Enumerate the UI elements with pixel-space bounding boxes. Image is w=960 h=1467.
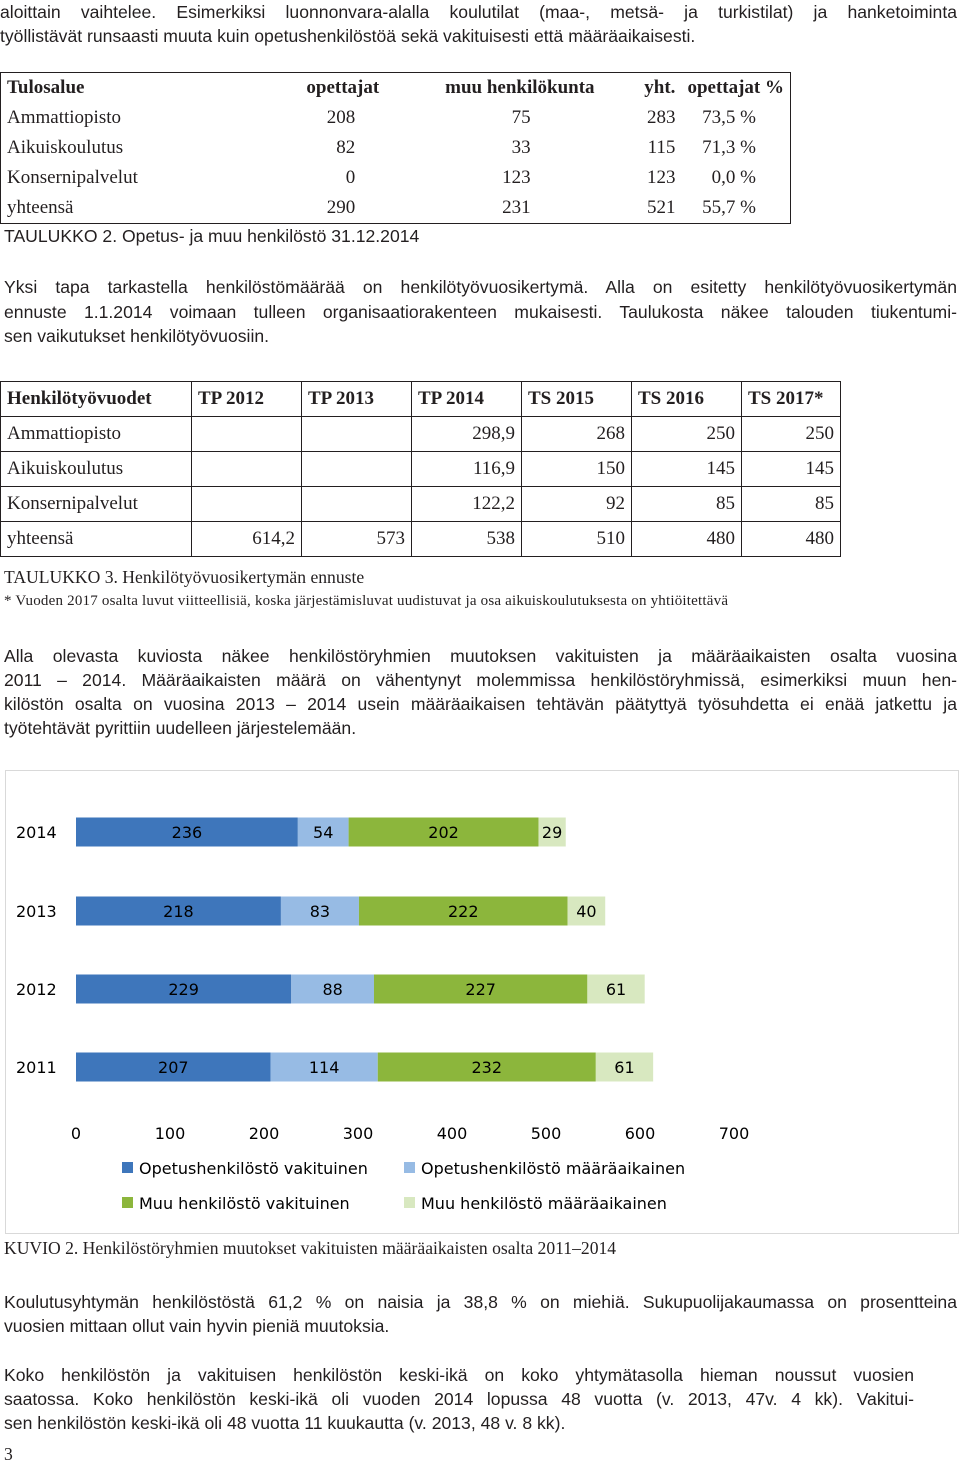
cell: 614,2 — [192, 522, 302, 557]
para1-line-1: Yksi tapa tarkastella henkilöstömäärää on henkilötyövuosikertymä. Alla on esitetty henkilötyövuosikertymän — [4, 277, 957, 297]
page-number: 3 — [4, 1444, 13, 1464]
cell: Ammattiopisto — [7, 107, 121, 128]
x-tick-label: 100 — [154, 1124, 186, 1143]
chart-svg — [6, 771, 958, 1233]
data-label: 227 — [465, 980, 496, 999]
cell: 33 — [511, 137, 531, 158]
data-label: 236 — [171, 823, 203, 842]
data-label: 83 — [309, 902, 331, 921]
paragraph-1 — [4, 275, 957, 349]
col-header: TP 2014 — [412, 382, 522, 417]
x-tick-label: 0 — [70, 1124, 82, 1143]
cell: 250 — [632, 417, 742, 452]
table-row — [1, 103, 791, 133]
col-header: muu henkilökunta — [445, 77, 595, 98]
cell — [302, 452, 412, 487]
cell: 573 — [302, 522, 412, 557]
para2-line-2: 2011 – 2014. Määräaikaisten määrä on vähentynyt molemmissa henkilöstöryhmissä, esimerkiksi muun hen- — [4, 670, 957, 690]
table-row — [1, 133, 791, 163]
staff-table — [0, 72, 791, 224]
data-label: 202 — [428, 823, 459, 842]
legend-label: Opetushenkilöstö määräaikainen — [421, 1159, 686, 1178]
cell — [192, 452, 302, 487]
cell: 73,5 % — [702, 107, 756, 128]
x-tick-label: 700 — [718, 1124, 750, 1143]
cell: 85 — [632, 487, 742, 522]
intro-paragraph — [0, 0, 957, 48]
paragraph-2 — [4, 644, 957, 740]
table-row — [1, 193, 791, 224]
para4-line-3: sen henkilöstön keski-ikä oli 48 vuotta 11 kuukautta (v. 2013, 48 v. 8 kk). — [4, 1413, 566, 1433]
cell: 250 — [742, 417, 841, 452]
legend-swatch — [122, 1162, 133, 1173]
col-header: Tulosalue — [7, 77, 85, 98]
legend-swatch — [404, 1162, 415, 1173]
table-row — [1, 522, 841, 557]
cell: 122,2 — [412, 487, 522, 522]
x-tick-label: 300 — [342, 1124, 374, 1143]
cell: 480 — [742, 522, 841, 557]
x-tick-label: 500 — [530, 1124, 562, 1143]
cell: 115 — [647, 137, 676, 158]
cell: 71,3 % — [702, 137, 756, 158]
cell: 85 — [742, 487, 841, 522]
cell — [192, 487, 302, 522]
cell: 145 — [742, 452, 841, 487]
legend-label: Muu henkilöstö vakituinen — [139, 1194, 350, 1213]
cell: 116,9 — [412, 452, 522, 487]
cell: 208 — [326, 107, 356, 128]
x-tick-label: 600 — [624, 1124, 656, 1143]
data-label: 40 — [576, 902, 597, 921]
col-header: TS 2015 — [522, 382, 632, 417]
data-label: 61 — [614, 1058, 635, 1077]
legend-label: Muu henkilöstö määräaikainen — [421, 1194, 667, 1213]
cell: 298,9 — [412, 417, 522, 452]
data-label: 232 — [471, 1058, 503, 1077]
intro-line-2: työllistävät runsaasti muuta kuin opetushenkilöstöä sekä vakituisesti että määräaikaisesti. — [0, 26, 696, 46]
data-label: 29 — [541, 823, 563, 842]
data-label: 54 — [313, 823, 334, 842]
cell: Konsernipalvelut — [1, 487, 192, 522]
data-label: 114 — [308, 1058, 340, 1077]
cell: 145 — [632, 452, 742, 487]
col-header: TP 2012 — [192, 382, 302, 417]
chart-caption: KUVIO 2. Henkilöstöryhmien muutokset vakituisten määräaikaisten osalta 2011–2014 — [4, 1238, 617, 1258]
category-label: 2012 — [16, 980, 57, 999]
table-row — [1, 487, 841, 522]
legend-swatch — [404, 1197, 415, 1208]
cell — [302, 417, 412, 452]
col-header: Henkilötyövuodet — [1, 382, 192, 417]
cell: Konsernipalvelut — [7, 167, 138, 188]
data-label: 207 — [158, 1058, 189, 1077]
cell: 290 — [326, 197, 356, 218]
cell: Aikuiskoulutus — [1, 452, 192, 487]
cell: 283 — [646, 107, 676, 128]
para2-line-3: kilöstön osalta on vuosina 2013 – 2014 usein määräaikaisen tehtävän päätyttyä työsuhdetta ei enää jatkettu ja — [4, 694, 957, 714]
para3-line-1: Koulutusyhtymän henkilöstöstä 61,2 % on naisia ja 38,8 % on miehiä. Sukupuolijakaumassa on prosentteina — [4, 1292, 957, 1312]
para4-line-1: Koko henkilöstön ja vakituisen henkilöstön keski-ikä on koko yhtymätasolla hieman noussut vuosien — [4, 1365, 914, 1385]
para4-line-2: saatossa. Koko henkilöstön keski-ikä oli vuoden 2014 lopussa 48 vuotta (v. 2013, 47v. 4 kk). Vakitui- — [4, 1389, 914, 1409]
cell: 75 — [511, 107, 531, 128]
legend-label: Opetushenkilöstö vakituinen — [139, 1159, 368, 1178]
category-label: 2013 — [16, 902, 57, 921]
cell: 538 — [412, 522, 522, 557]
cell: 268 — [522, 417, 632, 452]
table3-footnote: * Vuoden 2017 osalta luvut viitteellisiä, koska järjestämisluvat uudistuvat ja osa aikuiskoulutuksesta on yhtiöitettävä — [4, 593, 729, 609]
col-header: TS 2017* — [742, 382, 841, 417]
para2-line-4: työtehtävät pyrittiin uudelleen järjestelemään. — [4, 718, 357, 738]
data-label: 222 — [448, 902, 479, 921]
x-tick-label: 200 — [248, 1124, 280, 1143]
personyears-table — [0, 381, 841, 557]
col-header: yht. — [644, 77, 676, 98]
cell: 55,7 % — [702, 197, 756, 218]
paragraph-3 — [4, 1290, 957, 1338]
col-header: opettajat — [306, 77, 380, 98]
cell: 82 — [336, 137, 356, 158]
data-label: 88 — [322, 980, 343, 999]
table3-caption: TAULUKKO 3. Henkilötyövuosikertymän ennuste — [4, 567, 365, 587]
staff-change-chart — [5, 770, 959, 1234]
para1-line-2: ennuste 1.1.2014 voimaan tulleen organisaatiorakenteen mukaisesti. Taulukosta näkee talouden tiukentumi- — [4, 301, 957, 322]
cell: 92 — [522, 487, 632, 522]
para3-line-2: vuosien mittaan ollut vain hyvin pieniä muutoksia. — [4, 1316, 390, 1336]
cell: Ammattiopisto — [1, 417, 192, 452]
cell: yhteensä — [1, 522, 192, 557]
cell: 0,0 % — [711, 167, 756, 188]
legend-swatch — [122, 1197, 133, 1208]
cell: 480 — [632, 522, 742, 557]
cell: 521 — [646, 197, 676, 218]
cell: 510 — [522, 522, 632, 557]
paragraph-4 — [4, 1363, 914, 1435]
table2-caption: TAULUKKO 2. Opetus- ja muu henkilöstö 31.12.2014 — [4, 226, 420, 246]
x-tick-label: 400 — [436, 1124, 468, 1143]
para1-line-3: sen vaikutukset henkilötyövuosiin. — [4, 326, 270, 346]
cell: Aikuiskoulutus — [7, 137, 124, 158]
table-row — [1, 452, 841, 487]
category-label: 2014 — [16, 823, 57, 842]
cell: 150 — [522, 452, 632, 487]
col-header: opettajat % — [687, 77, 784, 98]
cell: 0 — [345, 167, 356, 188]
para2-line-1: Alla olevasta kuviosta näkee henkilöstöryhmien muutoksen vakituisten ja määräaikaisten osalta vuosina — [4, 646, 957, 666]
intro-line-1: aloittain vaihtelee. Esimerkiksi luonnonvara-alalla koulutilat (maa-, metsä- ja turkistilat) ja hanketoiminta — [0, 2, 957, 22]
table-row — [1, 163, 791, 193]
cell: 123 — [502, 167, 531, 188]
cell — [302, 487, 412, 522]
cell — [192, 417, 302, 452]
category-label: 2011 — [16, 1058, 57, 1077]
table-row — [1, 417, 841, 452]
data-label: 61 — [605, 980, 627, 999]
cell: 231 — [502, 197, 531, 218]
data-label: 218 — [163, 902, 194, 921]
staff-table-header — [1, 73, 791, 104]
cell: yhteensä — [7, 197, 74, 218]
col-header: TP 2013 — [302, 382, 412, 417]
cell: 123 — [646, 167, 676, 188]
data-label: 229 — [168, 980, 199, 999]
col-header: TS 2016 — [632, 382, 742, 417]
personyears-table-header — [1, 382, 841, 417]
